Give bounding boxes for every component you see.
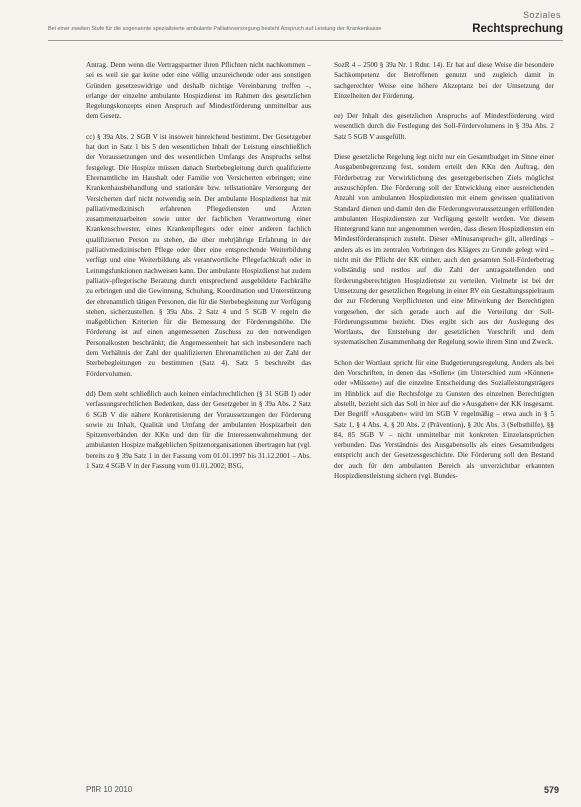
page-number: 579 <box>543 785 559 795</box>
paragraph: SozR 4 – 2500 § 39a Nr. 1 Rdnr. 14). Er hat auf diese Weise die besondere Sachkompetenz der Betroffenen genutzt und zugleich damit in sachgerechter Weise eine höhere Akzeptanz bei der Umsetzung der Einzelheiten der Förderung. <box>334 61 554 100</box>
page-header <box>48 24 563 41</box>
paragraph: ee) Der Inhalt des gesetzlichen Anspruchs auf Mindestförderung wird wesentlich durch die Festlegung des Soll-Fördervolumens in § 39a Abs. 2 Satz 5 SGB V ausgefüllt. <box>334 112 554 141</box>
right-column <box>334 60 554 491</box>
paragraph: Antrag. Denn wenn die Vertragspartner ihren Pflichten nicht nachkommen – sei es weil sie gar keine oder eine völlig unzureichende oder aus sonstigen Gründen gesetzeswidrige und deshalb nichtige Vereinbarung treffen –, erlange der einzelne ambulante Hospizdienst im Rahmen des gesetzlichen Regelungskonzepts einen Anspruch auf Mindestförderung unmittelbar aus dem Gesetz. <box>86 61 311 121</box>
paragraph: Diese gesetzliche Regelung legt nicht nur ein Gesamtbudget im Sinne einer Ausgabenbegrenzung fest, sondern erteilt den KKn den Auftrag, den Förderbetrag zur Verwirklichung des gesetzgeberischen Ziels möglichst auszuschöpfen. Die Förderung soll der Entwicklung einer ausreichenden Anzahl von ambulanten Hospizdiensten mit einem gewissen qualitativen Standard dienen und damit den die Förderungsvoraussetzungen erfüllenden ambulanten Hospizdiensten zur Verfügung gestellt werden. Vor diesem Hintergrund kann nur angenommen werden, dass diesen Hospizdiensten ein Mindestförderanspruch zusteht. Dieser »Minusanspruch« gilt, allerdings – anders als es im zentralen Vorbringen des Klägers zu Grunde gelegt wird – nicht mit der Pflicht der KK einher, auch den gesamten Soll-Förderbetrag vollständig und restlos auf die Zahl der antragsstellenden und förderungsberechtigten Hospizdienste zu verteilen. Vielmehr ist bei der Umsetzung der gesetzlichen Regelung in einer RV ein Gestaltungsspielraum der zur Förderung Verpflichteten und eine Mitwirkung der Berechtigten vorgesehen, der sich gerade auch auf die Verteilung der Soll-Förderungssumme bezieht. Dies ergibt sich aus der Auslegung des Wortlauts, der Entstehung der gesetzlichen Vorschrift und dem systematischen Zusammenhang der Regelung sowie ihrem Sinn und Zweck. <box>334 153 554 347</box>
paragraph: dd) Dem steht schließlich auch keinen einfachrechtlichen (§ 31 SGB I) oder verfassungsrechtlichen Bedenken, dass der Gesetzgeber in § 39a Abs. 2 Satz 6 SGB V die nähere Konkretisierung der Voraussetzungen der Förderung sowie zu Inhalt, Qualität und Umfang der ambulanten Hospizarbeit den Spitzenverbänden der KKn und den für die Interessenwahrnehmung der ambulanten Hospize maßgeblichen Spitzenorganisationen übertragen hat (vgl. bereits zu § 39a Satz 1 in der Fassung vom 01.01.1997 bis 31.12.2001 – Abs. 1 Satz 4 SGB V in der Fassung vom 01.01.2002; BSG, <box>86 389 311 470</box>
header-title: Rechtsprechung <box>472 23 563 35</box>
left-column <box>86 60 311 481</box>
paragraph: Schon der Wortlaut spricht für eine Budgetierungsregelung. Anders als bei den Vorschriften, in denen das »Sollen« (im Unterschied zum »Können« oder »Müssen«) auf die einzelne Entscheidung des Sozialleistungsträgers im Hinblick auf die Rechtsfolge zu Gunsten des einzelnen Berechtigten abstellt, bezieht sich das Soll in hier auf die »Ausgaben« der KK insgesamt. Der Begriff »Ausgaben« wird im SGB V regelmäßig – etwa auch in § 5 Satz 1, § 4 Abs. 4, § 20 Abs. 2 (Prävention), § 20c Abs. 3 (Selbsthilfe), §§ 84, 85 SGB V – nicht unmittelbar mit konkreten Einzelansprüchen verbunden. Das Verständnis des Ausgabensolls als eines Gesamtbudgets entspricht auch der Gesetzessgeschichte. Die Förderung soll den Bestand der auch für den ambulanten Bereich als unverzichtbar erkannten Hospizdienstleistung sichern (vgl. Bundes- <box>334 358 554 480</box>
running-title: Bei einer zweiten Stufe für die sogenannte spezialisierte ambulante Palliativversorgung besteht Anspruch auf Leistung der Krankenkasse <box>48 26 382 32</box>
paragraph: cc) § 39a Abs. 2 SGB V ist insoweit hinreichend bestimmt. Der Gesetzgeber hat dort in Satz 1 bis 5 den wesentlichen Inhalt der Leistung einschließlich der Voraussetzungen und des wesentlichen Umfangs des Anspruchs selbst festgelegt. Die Hospize müssen danach Sterbebegleitung durch qualifizierte Ehrenamtliche im Haushalt oder Familie von Versicherten erbringen; eine Krankenhausbehandlung und stationäre bzw. teilstationäre Versorgung der Versicherten darf nicht notwendig sein. Der ambulante Hospizdienst hat mit palliativmedizinisch erfahrenen Pflegediensten und Ärzten zusammenzuarbeiten sowie unter der fachlichen Verantwortung einer Krankenschwester, eines Krankenpflegers oder einer anderen fachlich qualifizierten Person zu stehen, die über mehrjährige Erfahrung in der palliativmedizinischen Pflege oder über eine entsprechende Weiterbildung verfügt und eine Weiterbildung als verantwortliche Pflegefachkraft oder in Leitungsfunktionen nachweisen kann. Der ambulante Hospizdienst hat zudem palliativ-pflegerische Beratung durch entsprechend ausgebildete Fachkräfte zu erbringen und die Gewinnung, Schulung, Koordination und Unterstützung der ehrenamtlich tätigen Personen, die für die Sterbebegleitung zur Verfügung stehen, sicherzustellen. § 39a Abs. 2 Satz 4 und 5 SGB V regeln die maßgeblichen Kriterien für die Bemessung der Förderungshöhe. Die Förderung ist auf einen angemessenen Zuschuss zu den notwendigen Personalkosten beschränkt; die Angemessenheit hat sich insbesondere nach dem Verhältnis der Zahl der qualifizierten Ehrenamtlichen zu der Zahl der Sterbebegleitungen zu bestimmen (Satz 4). Satz 5 beschreibt das Fördervolumen. <box>86 132 311 378</box>
section-label: Soziales <box>522 10 561 20</box>
footer-journal: PflR 10 2010 <box>86 785 133 794</box>
